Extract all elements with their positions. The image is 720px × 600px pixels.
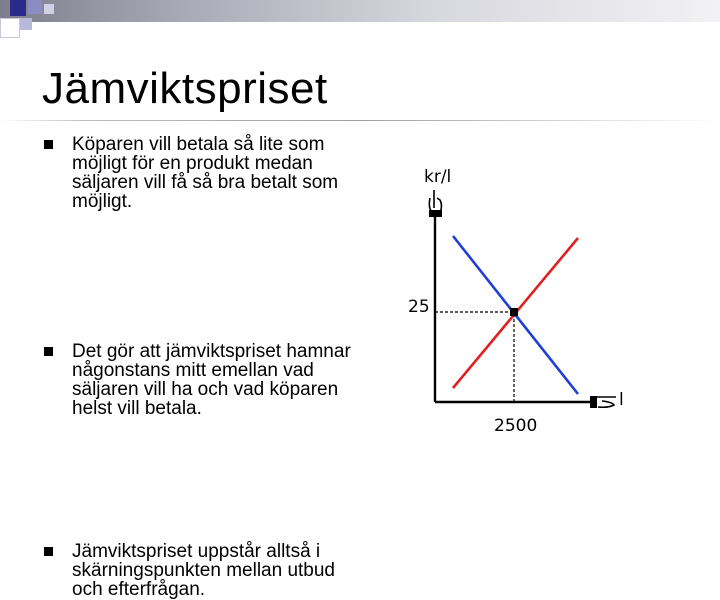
equilibrium-point (510, 308, 518, 316)
top-decor-bar (0, 0, 720, 22)
equilibrium-quantity-label: 2500 (494, 416, 538, 436)
square-bullet-icon (44, 547, 53, 556)
page-title: Jämviktspriset (42, 64, 328, 113)
x-axis-label: l (619, 390, 624, 410)
supply-demand-diagram (390, 150, 640, 440)
hand-pointing-up-icon (429, 190, 442, 217)
equilibrium-price-label: 25 (408, 297, 430, 317)
square-bullet-icon (44, 347, 53, 356)
bullet-list (40, 134, 360, 600)
title-divider (0, 120, 720, 121)
bullet-text: Köparen vill betala så lite som möjligt för en produkt medan säljaren vill få så bra betalt som möjligt. (72, 134, 339, 212)
bullet-item (40, 342, 360, 418)
y-axis-label: kr/l (424, 167, 452, 187)
square-bullet-icon (44, 140, 53, 149)
bullet-item (40, 135, 360, 211)
bullet-text: Jämviktspriset uppstår alltså i skärningspunkten mellan utbud och efterfrågan. (72, 541, 336, 600)
bullet-item (40, 542, 360, 599)
hand-pointing-right-icon (590, 396, 616, 408)
bullet-text: Det gör att jämviktspriset hamnar någonstans mitt emellan vad säljaren vill ha och vad köparen helst vill betala. (72, 341, 351, 419)
